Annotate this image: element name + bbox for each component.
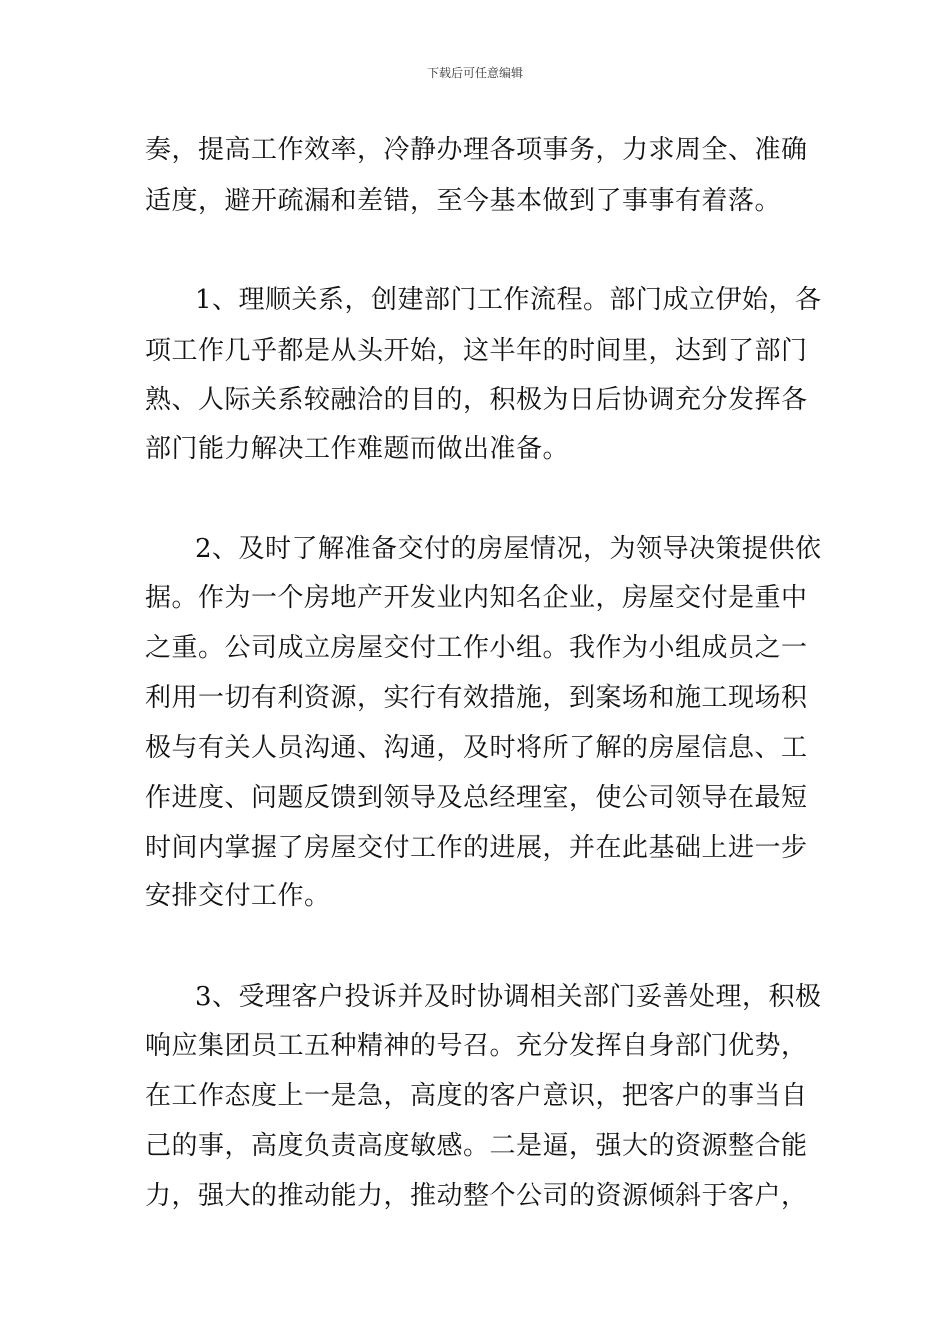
text-line: 时间内掌握了房屋交付工作的进展，并在此基础上进一步: [145, 833, 808, 863]
text-line: 安排交付工作。: [145, 881, 331, 911]
text-line: 己的事，高度负责高度敏感。二是逼，强大的资源整合能: [145, 1131, 808, 1161]
text-line: 作进度、问题反馈到领导及总经理室，使公司领导在最短: [145, 783, 808, 813]
text-line: 据。作为一个房地产开发业内知名企业，房屋交付是重中: [145, 583, 808, 613]
text-line: 项工作几乎都是从头开始，这半年的时间里，达到了部门: [145, 336, 808, 366]
text-line: 力，强大的推动能力，推动整个公司的资源倾斜于客户，: [145, 1181, 808, 1211]
text-line: 3、受理客户投诉并及时协调相关部门妥善处理，积极: [195, 982, 822, 1012]
text-line: 在工作态度上一是急，高度的客户意识，把客户的事当自: [145, 1081, 808, 1111]
text-line: 适度，避开疏漏和差错，至今基本做到了事事有着落。: [145, 186, 782, 216]
text-line: 2、及时了解准备交付的房屋情况，为领导决策提供依: [195, 534, 822, 564]
text-line: 利用一切有利资源，实行有效措施，到案场和施工现场积: [145, 683, 808, 713]
text-line: 响应集团员工五种精神的号召。充分发挥自身部门优势，: [145, 1031, 808, 1061]
page-header: 下载后可任意编辑: [426, 66, 523, 80]
text-line: 奏，提高工作效率，冷静办理各项事务，力求周全、准确: [145, 135, 808, 165]
text-line: 部门能力解决工作难题而做出准备。: [145, 434, 570, 464]
text-line: 1、理顺关系，创建部门工作流程。部门成立伊始，各: [195, 285, 822, 315]
text-line: 极与有关人员沟通、沟通，及时将所了解的房屋信息、工: [145, 733, 808, 763]
text-line: 之重。公司成立房屋交付工作小组。我作为小组成员之一: [145, 633, 808, 663]
text-line: 熟、人际关系较融洽的目的，积极为日后协调充分发挥各: [145, 385, 808, 415]
